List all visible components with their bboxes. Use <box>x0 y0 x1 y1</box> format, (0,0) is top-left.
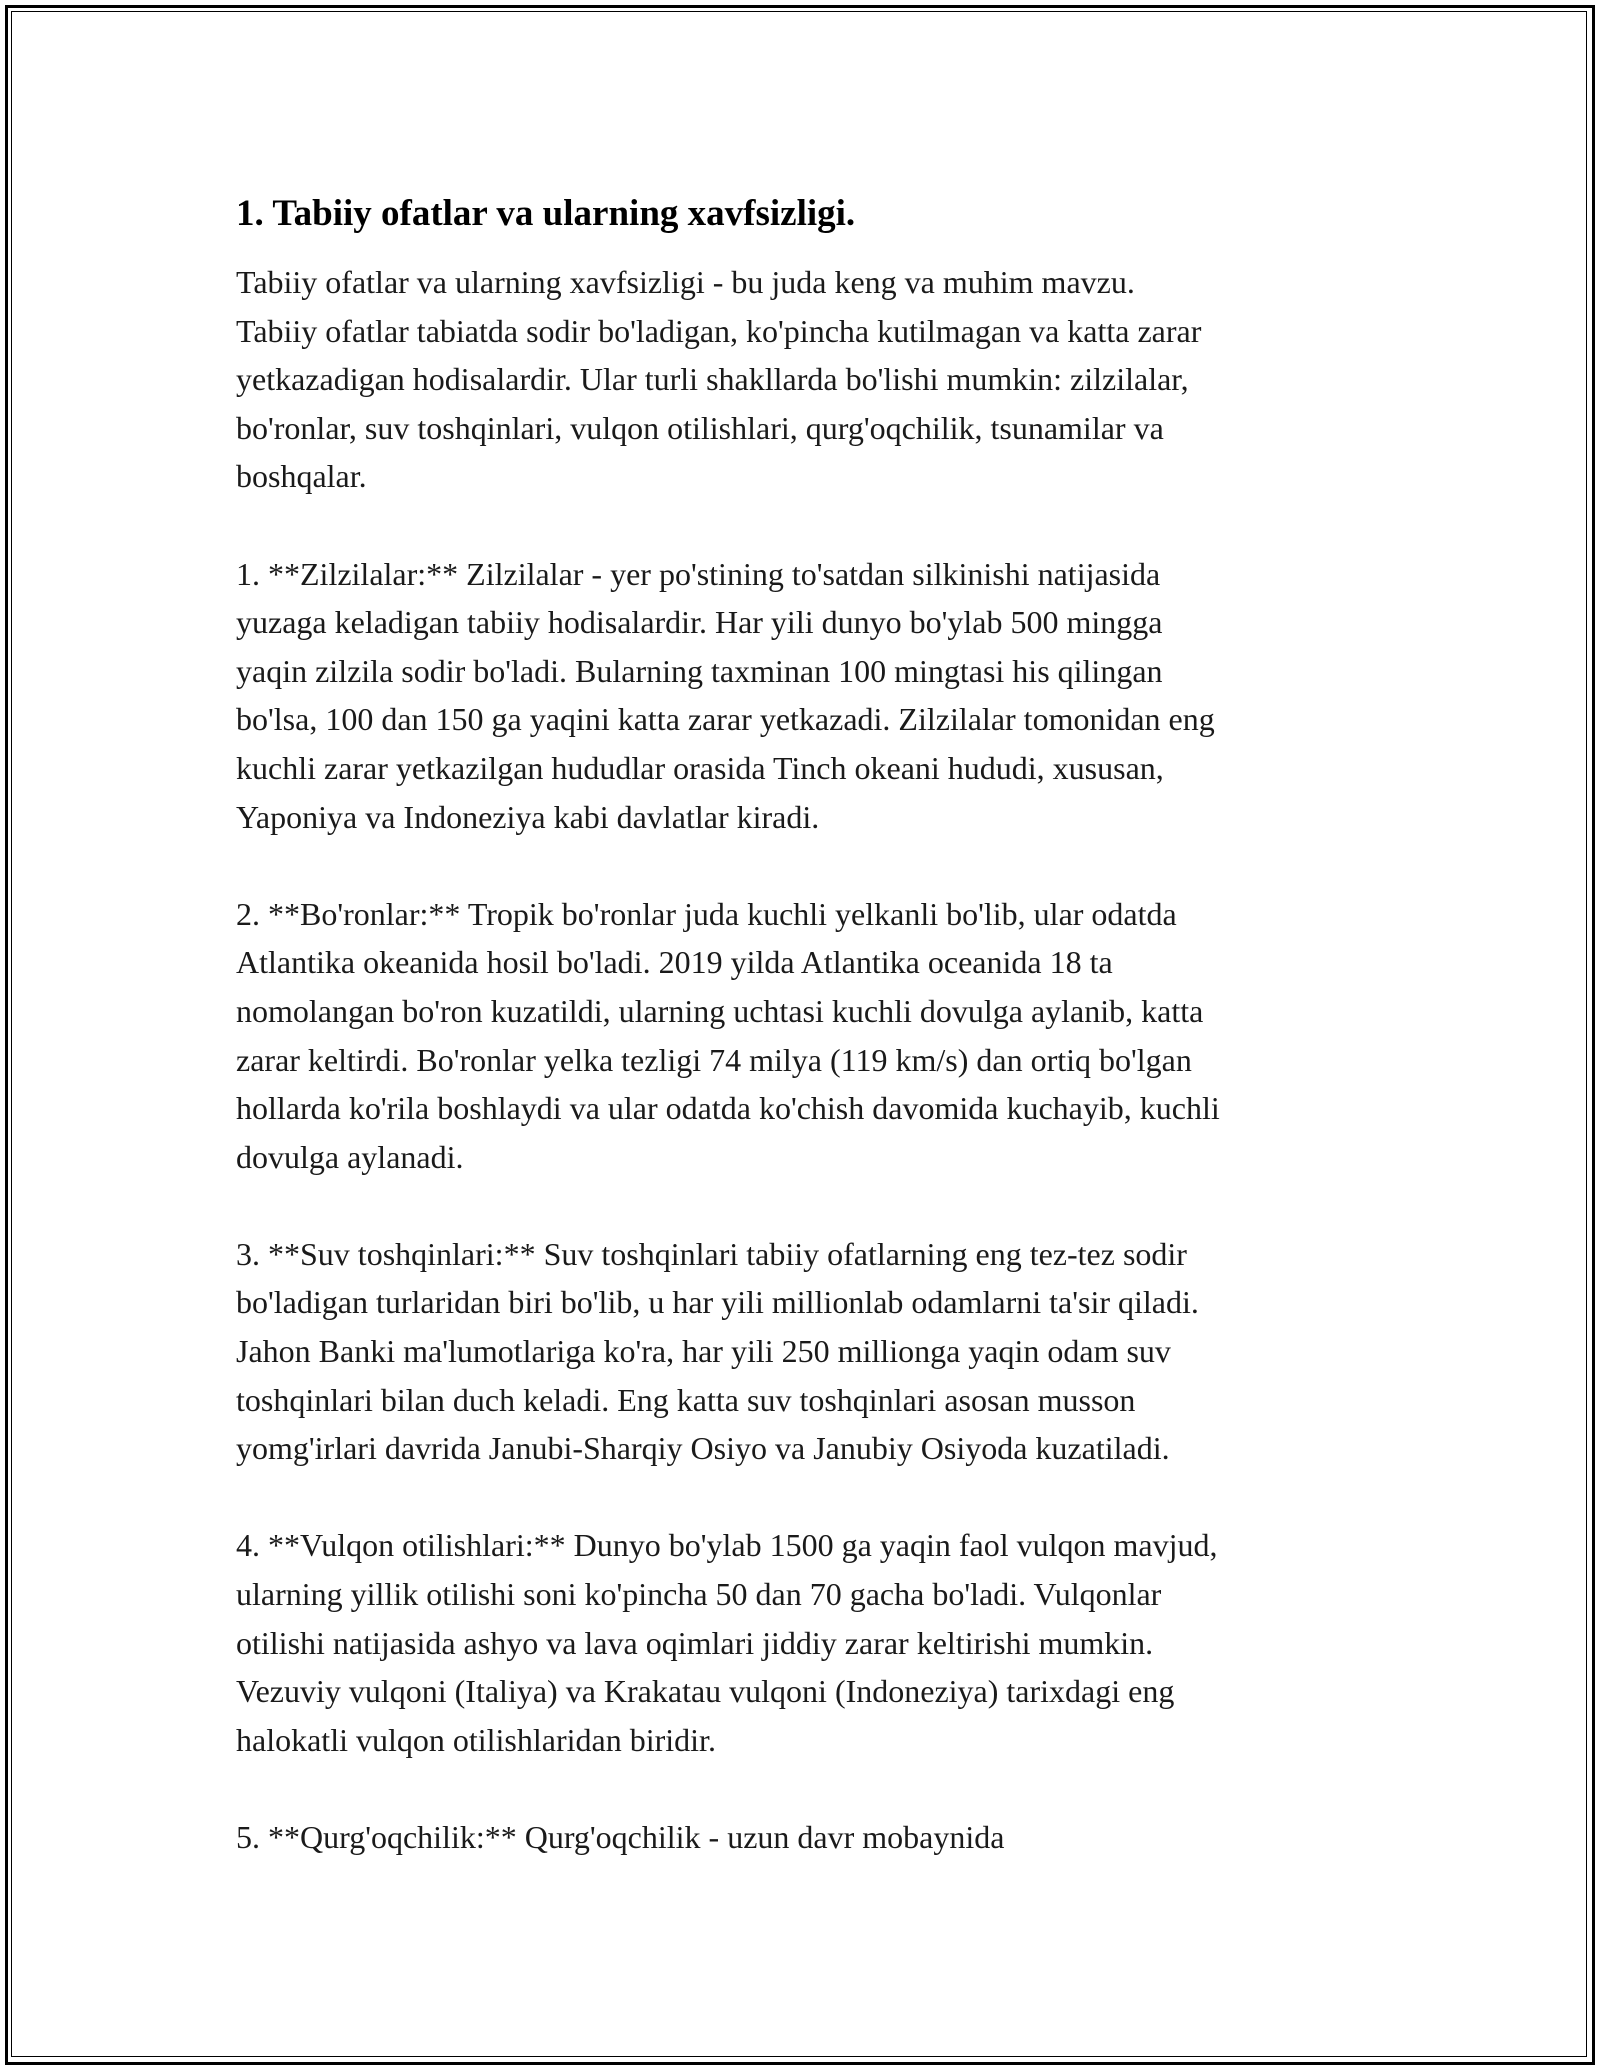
text-line: nomolangan bo'ron kuzatildi, ularning uchtasi kuchli dovulga aylanib, katta <box>236 992 1204 1029</box>
text-line: Tabiiy ofatlar tabiatda sodir bo'ladigan, ko'pincha kutilmagan va katta zarar <box>236 312 1202 349</box>
text-line: zarar keltirdi. Bo'ronlar yelka tezligi 74 milya (119 km/s) dan ortiq bo'lgan <box>236 1041 1192 1078</box>
text-line: boshqalar. <box>236 458 367 495</box>
intro-paragraph <box>236 258 1376 501</box>
text-line: bo'ladigan turlaridan biri bo'lib, u har yili millionlab odamlarni ta'sir qiladi. <box>236 1284 1199 1321</box>
text-line: otilishi natijasida ashyo va lava oqimlari jiddiy zarar keltirishi mumkin. <box>236 1624 1154 1661</box>
text-line: yetkazadigan hodisalardir. Ular turli shakllarda bo'lishi mumkin: zilzilalar, <box>236 361 1189 398</box>
text-line: 5. **Qurg'oqchilik:** Qurg'oqchilik - uzun davr mobaynida <box>236 1819 1005 1855</box>
text-line: Jahon Banki ma'lumotlariga ko'ra, har yili 250 millionga yaqin odam suv <box>236 1333 1171 1370</box>
text-line: 2. **Bo'ronlar:** Tropik bo'ronlar juda kuchli yelkanli bo'lib, ular odatda <box>236 895 1177 932</box>
document-title: 1. Tabiiy ofatlar va ularning xavfsizligi. <box>236 193 856 234</box>
text-line: 1. **Zilzilalar:** Zilzilalar - yer po'stining to'satdan silkinishi natijasida <box>236 555 1161 592</box>
drought-paragraph <box>236 1813 1376 1862</box>
document-body <box>236 190 1376 1910</box>
floods-paragraph <box>236 1230 1376 1473</box>
text-line: toshqinlari bilan duch keladi. Eng katta suv toshqinlari asosan musson <box>236 1381 1136 1418</box>
text-line: ularning yillik otilishi soni ko'pincha 50 dan 70 gacha bo'ladi. Vulqonlar <box>236 1576 1162 1613</box>
text-line: dovulga aylanadi. <box>236 1138 464 1175</box>
text-line: Atlantika okeanida hosil bo'ladi. 2019 yilda Atlantika oceanida 18 ta <box>236 944 1113 981</box>
text-line: bo'lsa, 100 dan 150 ga yaqini katta zarar yetkazadi. Zilzilalar tomonidan eng <box>236 701 1215 738</box>
text-line: Yaponiya va Indoneziya kabi davlatlar kiradi. <box>236 798 820 835</box>
text-line: yomg'irlari davrida Janubi-Sharqiy Osiyo va Janubiy Osiyoda kuzatiladi. <box>236 1430 1170 1467</box>
text-line: yaqin zilzila sodir bo'ladi. Bularning taxminan 100 mingtasi his qilingan <box>236 652 1163 689</box>
text-line: 3. **Suv toshqinlari:** Suv toshqinlari tabiiy ofatlarning eng tez-tez sodir <box>236 1235 1187 1272</box>
text-line: bo'ronlar, suv toshqinlari, vulqon otilishlari, qurg'oqchilik, tsunamilar va <box>236 409 1164 446</box>
text-line: kuchli zarar yetkazilgan hududlar orasida Tinch okeani hududi, xususan, <box>236 749 1164 786</box>
text-line: yuzaga keladigan tabiiy hodisalardir. Har yili dunyo bo'ylab 500 mingga <box>236 604 1163 641</box>
text-line: hollarda ko'rila boshlaydi va ular odatda ko'chish davomida kuchayib, kuchli <box>236 1090 1220 1127</box>
text-line: 4. **Vulqon otilishlari:** Dunyo bo'ylab 1500 ga yaqin faol vulqon mavjud, <box>236 1527 1218 1564</box>
text-line: halokatli vulqon otilishlaridan biridir. <box>236 1721 716 1758</box>
text-line: Tabiiy ofatlar va ularning xavfsizligi - bu juda keng va muhim mavzu. <box>236 264 1135 300</box>
earthquakes-paragraph <box>236 550 1376 842</box>
storms-paragraph <box>236 890 1376 1182</box>
volcanoes-paragraph <box>236 1521 1376 1764</box>
text-line: Vezuviy vulqoni (Italiya) va Krakatau vulqoni (Indoneziya) tarixdagi eng <box>236 1673 1175 1710</box>
